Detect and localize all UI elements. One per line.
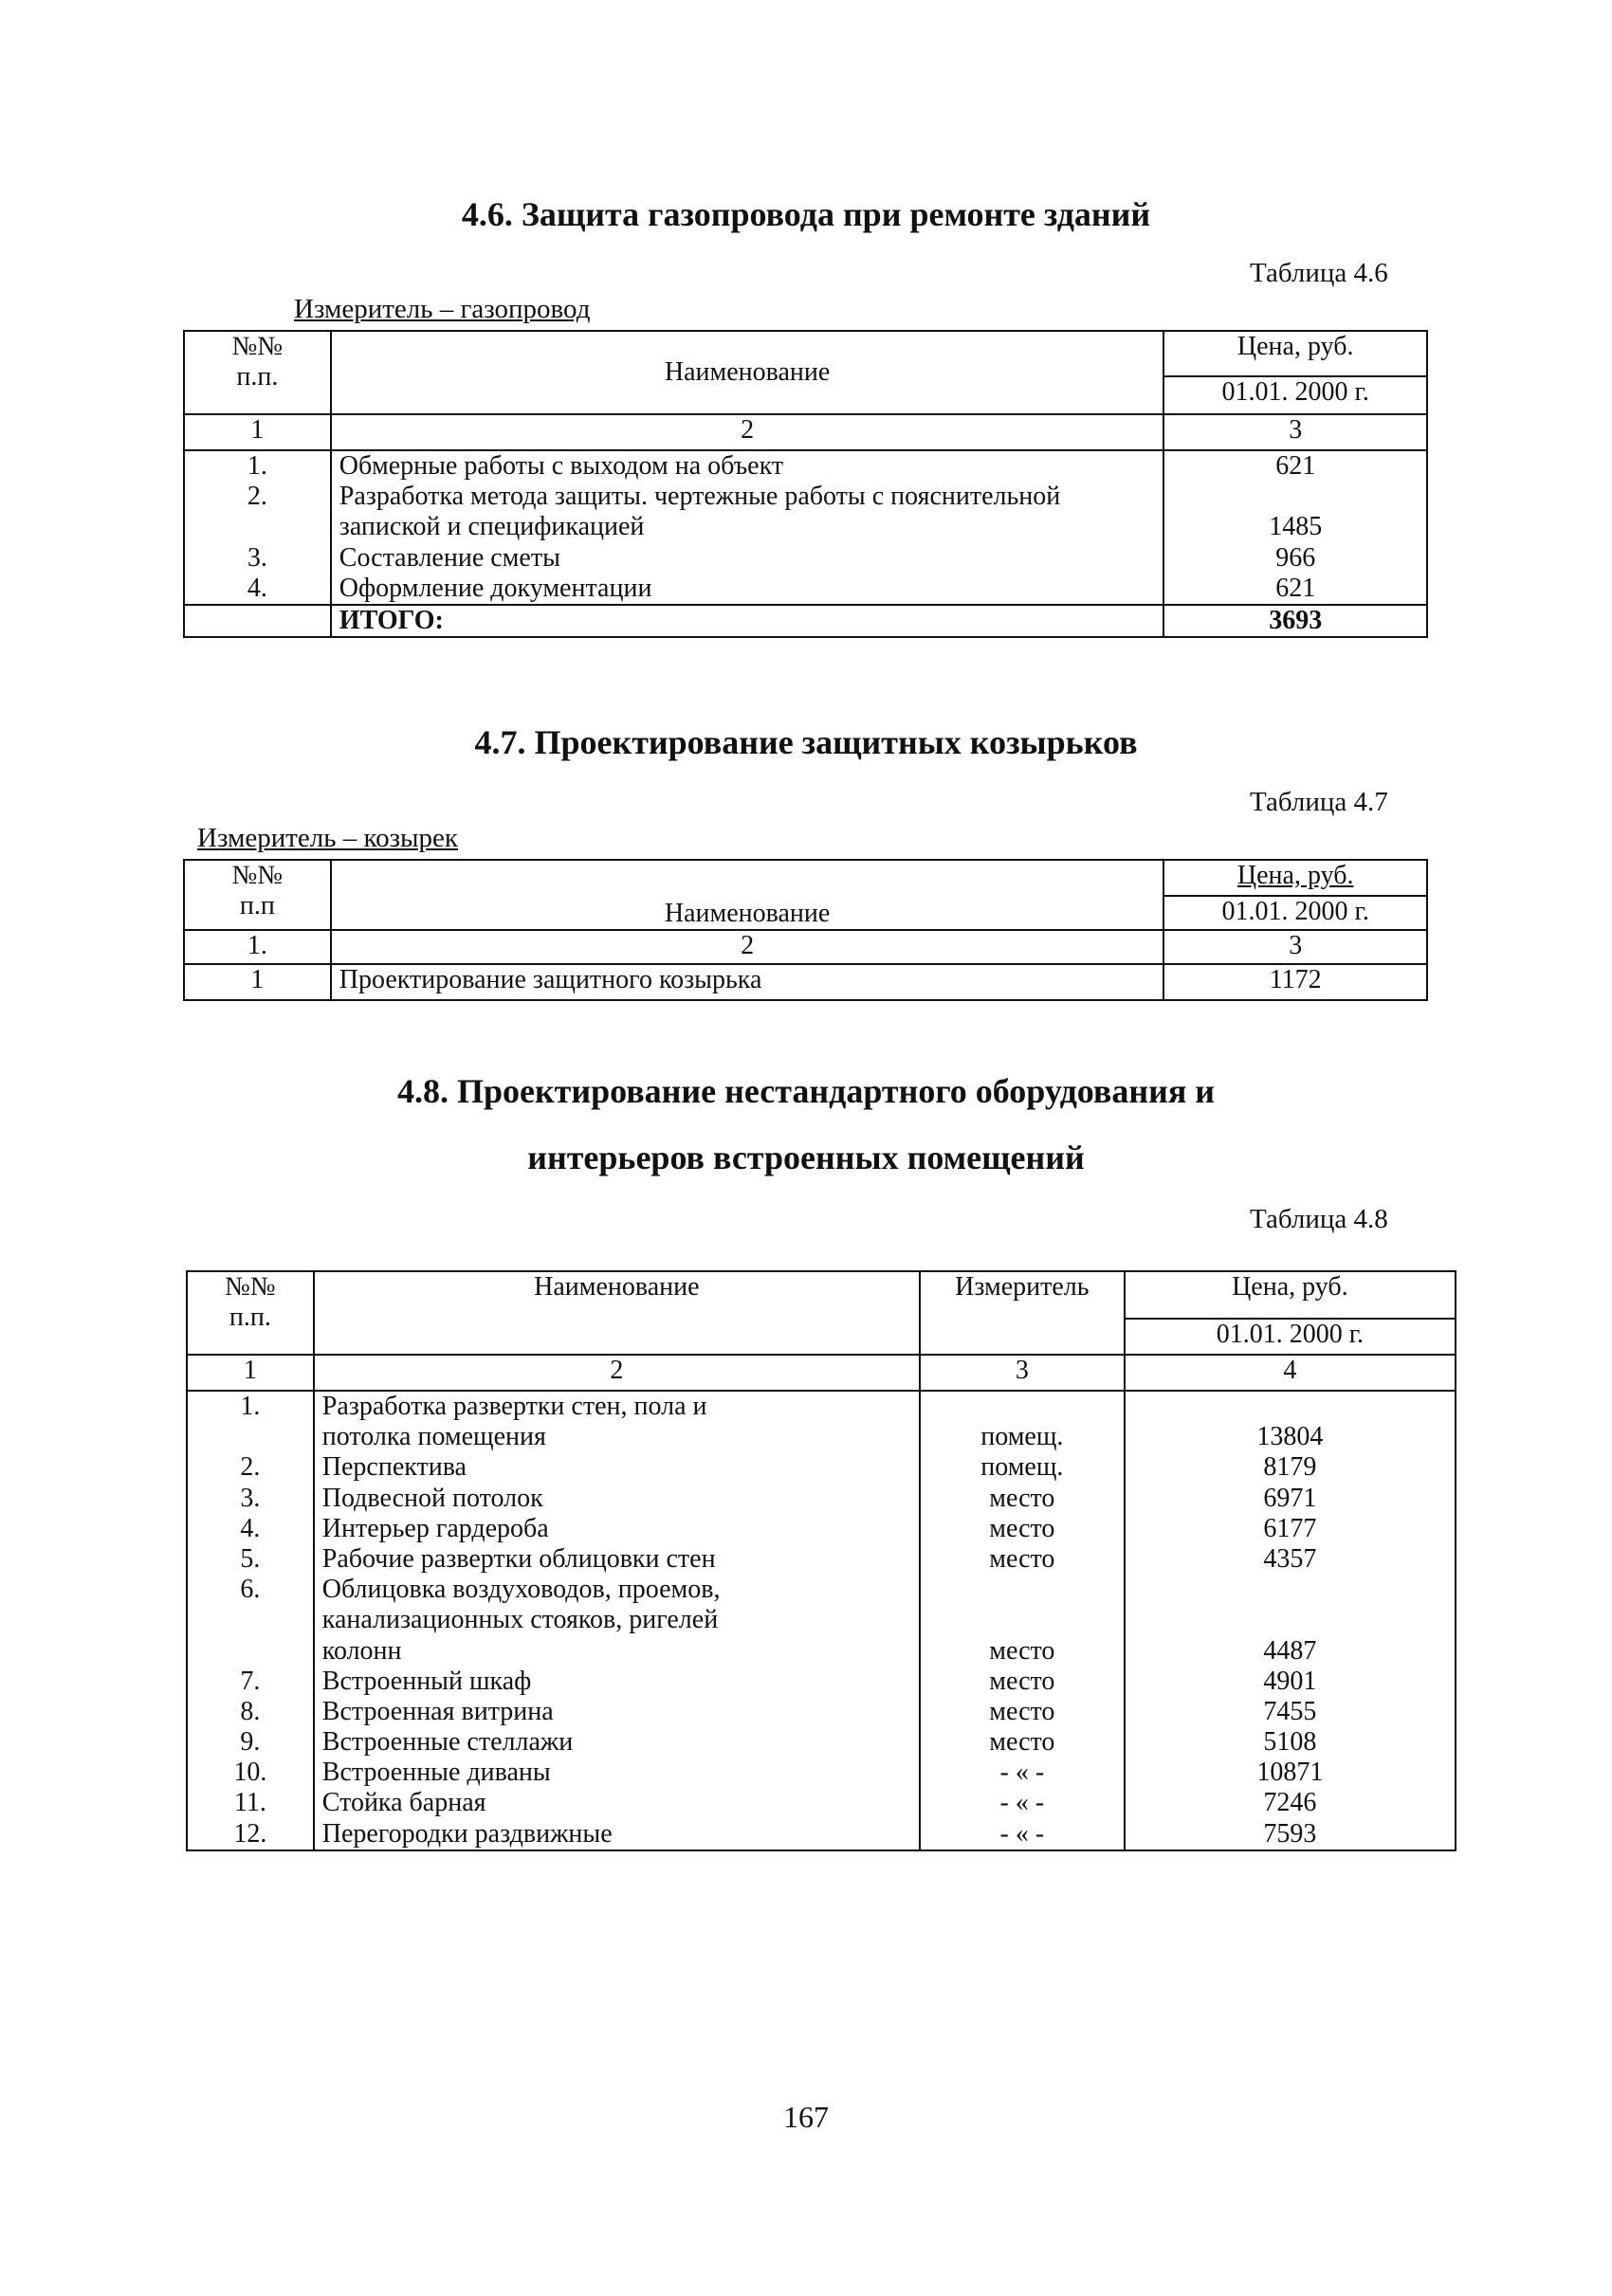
- section-4-6-heading: 4.6. Защита газопровода при ремонте зданий: [461, 195, 1151, 233]
- section-4-7-heading: 4.7. Проектирование защитных козырьков: [474, 723, 1138, 761]
- section-4-8-heading-line-1: 4.8. Проектирование нестандартного оборудования и: [396, 1072, 1216, 1110]
- row-unit: место: [920, 1575, 1125, 1667]
- header-price-cell: Цена, руб.: [1163, 860, 1427, 896]
- row-number: 11.: [187, 1788, 314, 1818]
- total-row: [184, 605, 1427, 637]
- row-price: 621: [1163, 450, 1427, 482]
- table-row: [187, 1514, 1456, 1544]
- row-number: 1.: [187, 1391, 314, 1452]
- header-number-cell: №№ п.п.: [184, 331, 331, 414]
- row-name: Облицовка воздуховодов, проемов, канализационных стояков, ригелей колонн: [314, 1575, 920, 1667]
- row-price: 5108: [1125, 1727, 1456, 1758]
- row-unit: место: [920, 1697, 1125, 1727]
- header-price-cell: Цена, руб.: [1125, 1271, 1456, 1319]
- row-price: 7246: [1125, 1788, 1456, 1818]
- column-number-cell: 4: [1125, 1355, 1456, 1391]
- row-name: Интерьер гардероба: [314, 1514, 920, 1544]
- row-unit: место: [920, 1484, 1125, 1514]
- row-unit: - « -: [920, 1819, 1125, 1850]
- total-empty-cell: [184, 605, 331, 637]
- row-price: 1485: [1163, 482, 1427, 542]
- row-name: Встроенный шкаф: [314, 1667, 920, 1697]
- section-4-8-heading-line-2: интерьеров встроенных помещений: [527, 1139, 1085, 1176]
- row-unit: место: [920, 1727, 1125, 1758]
- page-number: 167: [783, 2100, 829, 2134]
- row-unit: - « -: [920, 1758, 1125, 1788]
- table-row: [187, 1452, 1456, 1483]
- header-number-cell: №№ п.п: [184, 860, 331, 930]
- row-number: 3.: [187, 1484, 314, 1514]
- column-number-cell: 2: [314, 1355, 920, 1391]
- row-number: 4.: [184, 574, 331, 605]
- column-number-cell: 2: [331, 414, 1164, 450]
- header-name-cell: Наименование: [331, 860, 1164, 930]
- row-name: Разработка метода защиты. чертежные работы с пояснительной запиской и спецификацией: [331, 482, 1164, 542]
- table-4-8: [186, 1270, 1456, 1851]
- row-number: 7.: [187, 1667, 314, 1697]
- column-number-cell: 1: [187, 1355, 314, 1391]
- row-number: 2.: [184, 482, 331, 542]
- table-row: [184, 543, 1427, 574]
- row-price: 7593: [1125, 1819, 1456, 1850]
- row-name: Обмерные работы с выходом на объект: [331, 450, 1164, 482]
- row-number: 1: [184, 964, 331, 1000]
- table-row: [187, 1758, 1456, 1788]
- table-row: [187, 1391, 1456, 1452]
- header-date-cell: 01.01. 2000 г.: [1163, 376, 1427, 414]
- table-row: [184, 964, 1427, 1000]
- row-number: 8.: [187, 1697, 314, 1727]
- row-name: Встроенная витрина: [314, 1697, 920, 1727]
- row-name: Стойка барная: [314, 1788, 920, 1818]
- row-price: 4487: [1125, 1575, 1456, 1667]
- row-name: Встроенные стеллажи: [314, 1727, 920, 1758]
- table-row: [184, 450, 1427, 482]
- row-number: 1.: [184, 450, 331, 482]
- row-name: Подвесной потолок: [314, 1484, 920, 1514]
- row-name: Разработка развертки стен, пола и потолка помещения: [314, 1391, 920, 1452]
- table-row: [184, 482, 1427, 542]
- table-4-8-number: Таблица 4.8: [1250, 1204, 1388, 1234]
- table-row: [184, 574, 1427, 605]
- row-name: Составление сметы: [331, 543, 1164, 574]
- row-name: Оформление документации: [331, 574, 1164, 605]
- row-number: 10.: [187, 1758, 314, 1788]
- header-unit-cell: Измеритель: [920, 1271, 1125, 1355]
- column-number-cell: 3: [1163, 414, 1427, 450]
- row-number: 3.: [184, 543, 331, 574]
- header-number-cell: №№ п.п.: [187, 1271, 314, 1355]
- row-unit: помещ.: [920, 1452, 1125, 1483]
- table-row: [187, 1484, 1456, 1514]
- column-number-cell: 1.: [184, 930, 331, 964]
- row-name: Встроенные диваны: [314, 1758, 920, 1788]
- table-4-7-number: Таблица 4.7: [1250, 787, 1388, 817]
- row-price: 13804: [1125, 1391, 1456, 1452]
- row-unit: помещ.: [920, 1391, 1125, 1452]
- row-unit: место: [920, 1514, 1125, 1544]
- total-label: ИТОГО:: [331, 605, 1164, 637]
- row-price: 1172: [1163, 964, 1427, 1000]
- total-value: 3693: [1163, 605, 1427, 637]
- table-row: [187, 1727, 1456, 1758]
- column-number-cell: 3: [1163, 930, 1427, 964]
- table-row: [187, 1697, 1456, 1727]
- row-number: 5.: [187, 1544, 314, 1575]
- table-4-6-measure: Измеритель – газопровод: [294, 294, 591, 324]
- header-name-cell: Наименование: [314, 1271, 920, 1355]
- row-name: Перспектива: [314, 1452, 920, 1483]
- row-price: 6971: [1125, 1484, 1456, 1514]
- row-name: Рабочие развертки облицовки стен: [314, 1544, 920, 1575]
- row-price: 10871: [1125, 1758, 1456, 1788]
- row-unit: место: [920, 1667, 1125, 1697]
- table-4-6: [183, 330, 1428, 638]
- row-number: 9.: [187, 1727, 314, 1758]
- table-row: [187, 1544, 1456, 1575]
- row-unit: место: [920, 1544, 1125, 1575]
- row-name: Проектирование защитного козырька: [331, 964, 1164, 1000]
- header-name-cell: Наименование: [331, 331, 1164, 414]
- column-number-cell: 1: [184, 414, 331, 450]
- table-row: [187, 1575, 1456, 1667]
- row-number: 12.: [187, 1819, 314, 1850]
- table-4-7-measure: Измеритель – козырек: [197, 823, 458, 853]
- header-price-cell: Цена, руб.: [1163, 331, 1427, 376]
- row-price: 966: [1163, 543, 1427, 574]
- column-number-cell: 2: [331, 930, 1164, 964]
- row-price: 6177: [1125, 1514, 1456, 1544]
- row-number: 2.: [187, 1452, 314, 1483]
- row-price: 4357: [1125, 1544, 1456, 1575]
- row-price: 4901: [1125, 1667, 1456, 1697]
- table-row: [187, 1819, 1456, 1850]
- row-price: 8179: [1125, 1452, 1456, 1483]
- row-price: 7455: [1125, 1697, 1456, 1727]
- column-number-cell: 3: [920, 1355, 1125, 1391]
- row-number: 4.: [187, 1514, 314, 1544]
- table-4-7: [183, 859, 1428, 1001]
- table-row: [187, 1667, 1456, 1697]
- table-4-6-number: Таблица 4.6: [1250, 258, 1388, 288]
- row-unit: - « -: [920, 1788, 1125, 1818]
- row-price: 621: [1163, 574, 1427, 605]
- row-name: Перегородки раздвижные: [314, 1819, 920, 1850]
- row-number: 6.: [187, 1575, 314, 1667]
- table-row: [187, 1788, 1456, 1818]
- header-date-cell: 01.01. 2000 г.: [1163, 896, 1427, 930]
- header-date-cell: 01.01. 2000 г.: [1125, 1319, 1456, 1355]
